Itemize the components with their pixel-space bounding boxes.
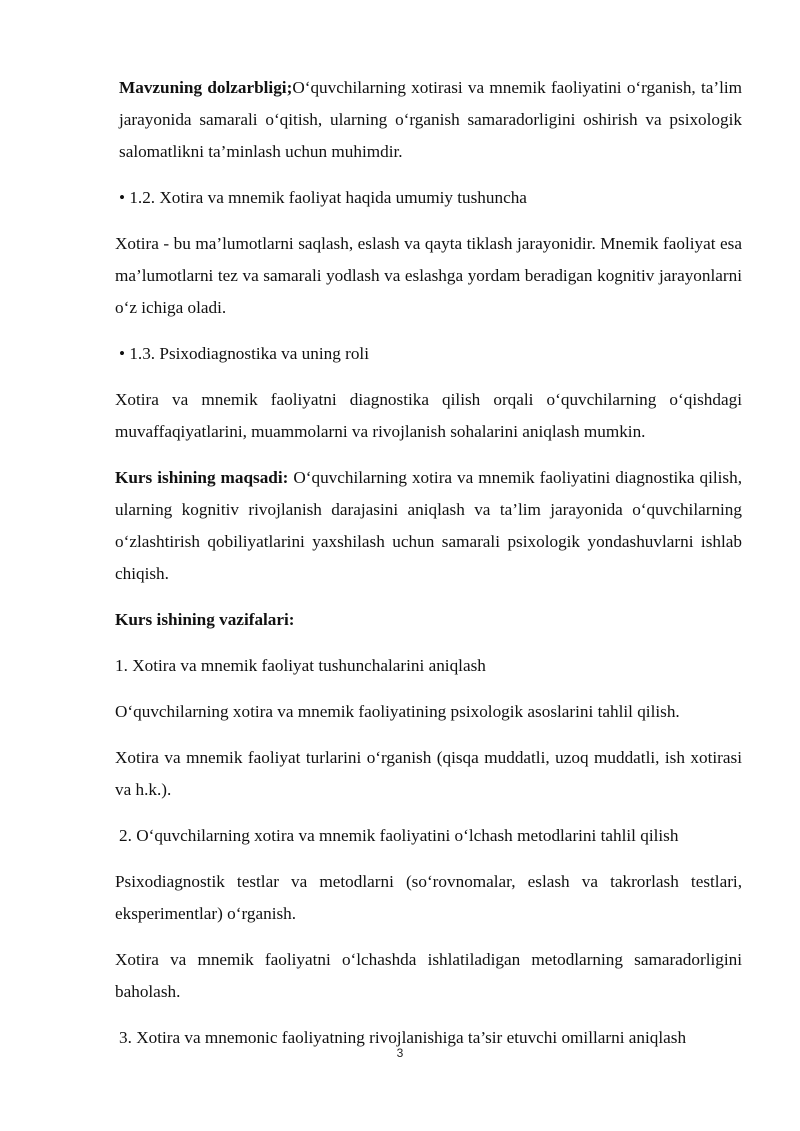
relevance-text: O‘quvchilarning xotirasi va mnemik faoliyatini o‘rganish, ta’lim jarayonida samarali o‘qitish, ularning o‘rganish samaradorligini oshirish va psixologik salomatlikni ta’minlash uchun muhimdir. [119,78,742,161]
section-heading-1-2: • 1.2. Xotira va mnemik faoliyat haqida umumiy tushuncha [119,188,527,207]
task-2-item-a: Psixodiagnostik testlar va metodlarni (so‘rovnomalar, eslash va takrorlash testlari, eksperimentlar) o‘rganish. [115,872,742,923]
task-1-item-b: Xotira va mnemik faoliyat turlarini o‘rganish (qisqa muddatli, uzoq muddatli, ish xotirasi va h.k.). [115,748,742,799]
page-number: 3 [396,1046,404,1060]
goal-label: Kurs ishining maqsadi: [115,468,289,487]
task-2-item-b: Xotira va mnemik faoliyatni o‘lchashda ishlatiladigan metodlarning samaradorligini baholash. [115,950,742,1001]
tasks-heading: Kurs ishining vazifalari: [115,610,295,629]
relevance-paragraph [115,72,742,168]
task-3: 3. Xotira va mnemonic faoliyatning rivojlanishiga ta’sir etuvchi omillarni aniqlash [119,1028,687,1047]
task-2: 2. O‘quvchilarning xotira va mnemik faoliyatini o‘lchash metodlarini tahlil qilish [119,826,679,845]
task-1-item-a: O‘quvchilarning xotira va mnemik faoliyatining psixologik asoslarini tahlil qilish. [115,702,680,721]
memory-definition-paragraph: Xotira - bu ma’lumotlarni saqlash, eslash va qayta tiklash jarayonidir. Mnemik faoliyat esa ma’lumotlarni tez va samarali yodlash va eslashga yordam beradigan kognitiv jarayonlarni o‘z ichiga oladi. [115,234,742,317]
goal-paragraph [115,462,742,590]
section-heading-1-3: • 1.3. Psixodiagnostika va uning roli [119,344,369,363]
task-1: 1. Xotira va mnemik faoliyat tushunchalarini aniqlash [115,656,486,675]
relevance-label: Mavzuning dolzarbligi; [119,78,293,97]
document-page [115,72,742,1068]
goal-text: O‘quvchilarning xotira va mnemik faoliyatini diagnostika qilish, ularning kognitiv rivojlanish darajasini aniqlash va ta’lim jarayonida o‘quvchilarning o‘zlashtirish qobiliyatlarini yaxshilash uchun samarali psixologik yondashuvlarni ishlab chiqish. [115,468,743,583]
diagnostics-paragraph: Xotira va mnemik faoliyatni diagnostika qilish orqali o‘quvchilarning o‘qishdagi muvaffaqiyatlarini, muammolarni va rivojlanish sohalarini aniqlash mumkin. [115,390,742,441]
